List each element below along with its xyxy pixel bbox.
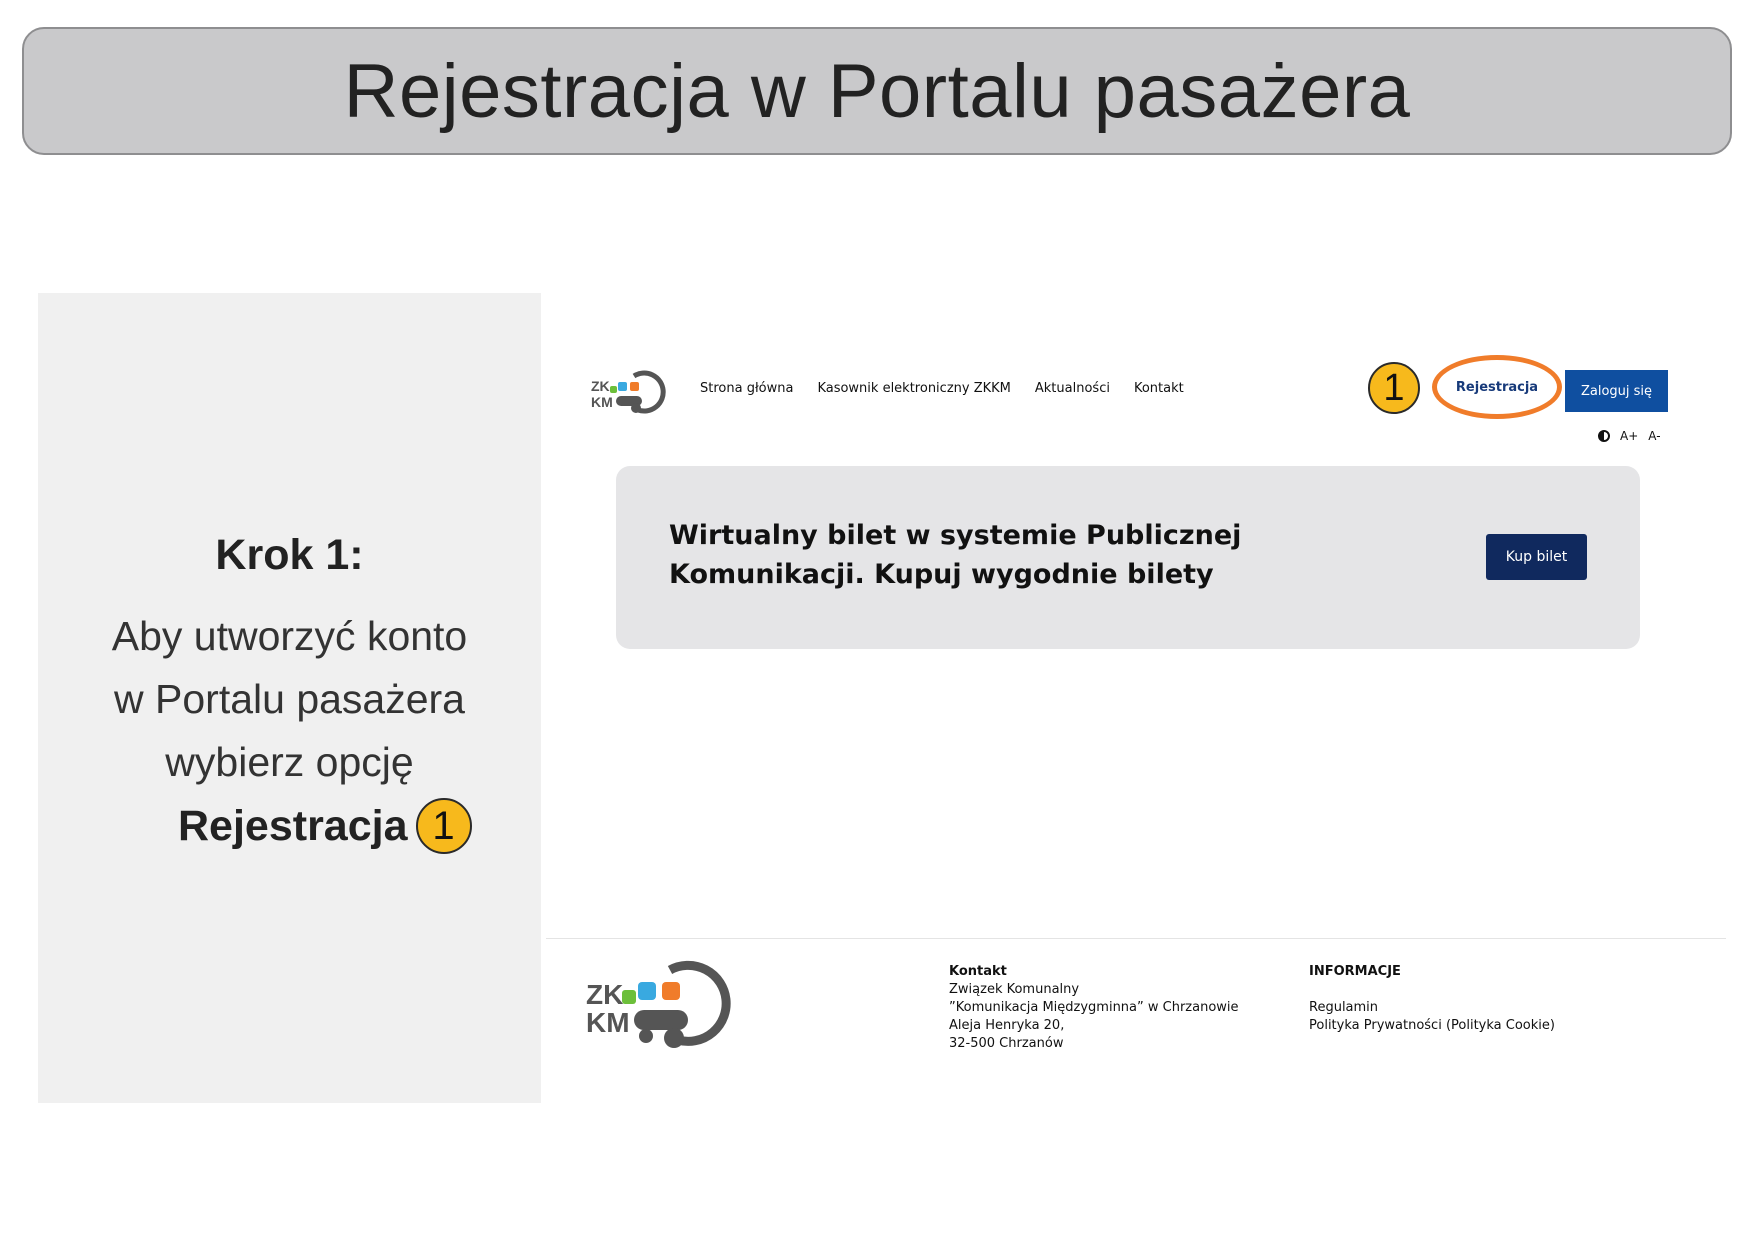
footer-link-privacy[interactable]: Polityka Prywatności (Polityka Cookie) bbox=[1309, 1018, 1555, 1033]
zkkm-logo[interactable] bbox=[590, 370, 668, 416]
logo-text-top: ZK bbox=[591, 378, 610, 394]
accessibility-controls bbox=[1598, 429, 1661, 443]
footer-contact-line: ”Komunikacja Międzygminna” w Chrzanowie bbox=[949, 1000, 1239, 1015]
footer-contact-line: Związek Komunalny bbox=[949, 982, 1080, 997]
step-description bbox=[38, 605, 541, 794]
hero-text-line: Wirtualny bilet w systemie Publicznej bbox=[669, 520, 1242, 551]
step-panel bbox=[38, 293, 541, 1103]
callout-badge: 1 bbox=[1368, 362, 1420, 414]
step-action bbox=[178, 798, 472, 854]
hero-banner bbox=[616, 466, 1640, 649]
hero-text-line: Komunikacji. Kupuj wygodnie bilety bbox=[669, 559, 1214, 590]
nav-item-home[interactable]: Strona główna bbox=[700, 381, 794, 396]
footer-logo-text-top: ZK bbox=[586, 979, 624, 1010]
step-action-label: Rejestracja bbox=[178, 801, 408, 850]
footer-logo-text-bottom: KM bbox=[586, 1007, 630, 1038]
buy-ticket-button[interactable]: Kup bilet bbox=[1486, 534, 1587, 580]
footer-contact-line: 32-500 Chrzanów bbox=[949, 1036, 1064, 1051]
footer-contact bbox=[949, 963, 1239, 1053]
nav-item-contact[interactable]: Kontakt bbox=[1133, 381, 1184, 396]
footer-zkkm-logo bbox=[586, 960, 732, 1052]
footer-contact-line: Aleja Henryka 20, bbox=[949, 1018, 1065, 1033]
main-nav bbox=[700, 381, 1184, 396]
register-link[interactable]: Rejestracja bbox=[1455, 379, 1539, 395]
footer-link-terms[interactable]: Regulamin bbox=[1309, 1000, 1379, 1015]
footer-info bbox=[1309, 963, 1555, 1035]
step-description-line: Aby utworzyć konto bbox=[111, 613, 468, 659]
logo-text-bottom: KM bbox=[591, 394, 613, 410]
slide-title-bar bbox=[22, 27, 1732, 155]
step-description-line: w Portalu pasażera bbox=[114, 676, 465, 722]
font-decrease-button[interactable]: A- bbox=[1648, 429, 1661, 443]
font-increase-button[interactable]: A+ bbox=[1620, 429, 1639, 443]
footer-divider bbox=[546, 938, 1726, 939]
contrast-icon[interactable] bbox=[1598, 430, 1610, 442]
hero-text bbox=[669, 516, 1289, 594]
footer-contact-heading: Kontakt bbox=[949, 964, 1007, 979]
nav-item-news[interactable]: Aktualności bbox=[1034, 381, 1110, 396]
step-number-badge: 1 bbox=[416, 798, 472, 854]
nav-item-validator[interactable]: Kasownik elektroniczny ZKKM bbox=[817, 381, 1011, 396]
step-title: Krok 1: bbox=[215, 531, 364, 579]
footer-info-heading: INFORMACJE bbox=[1309, 964, 1401, 979]
step-description-line: wybierz opcję bbox=[165, 739, 414, 785]
slide-title: Rejestracja w Portalu pasażera bbox=[343, 48, 1411, 134]
login-button[interactable]: Zaloguj się bbox=[1565, 370, 1668, 412]
